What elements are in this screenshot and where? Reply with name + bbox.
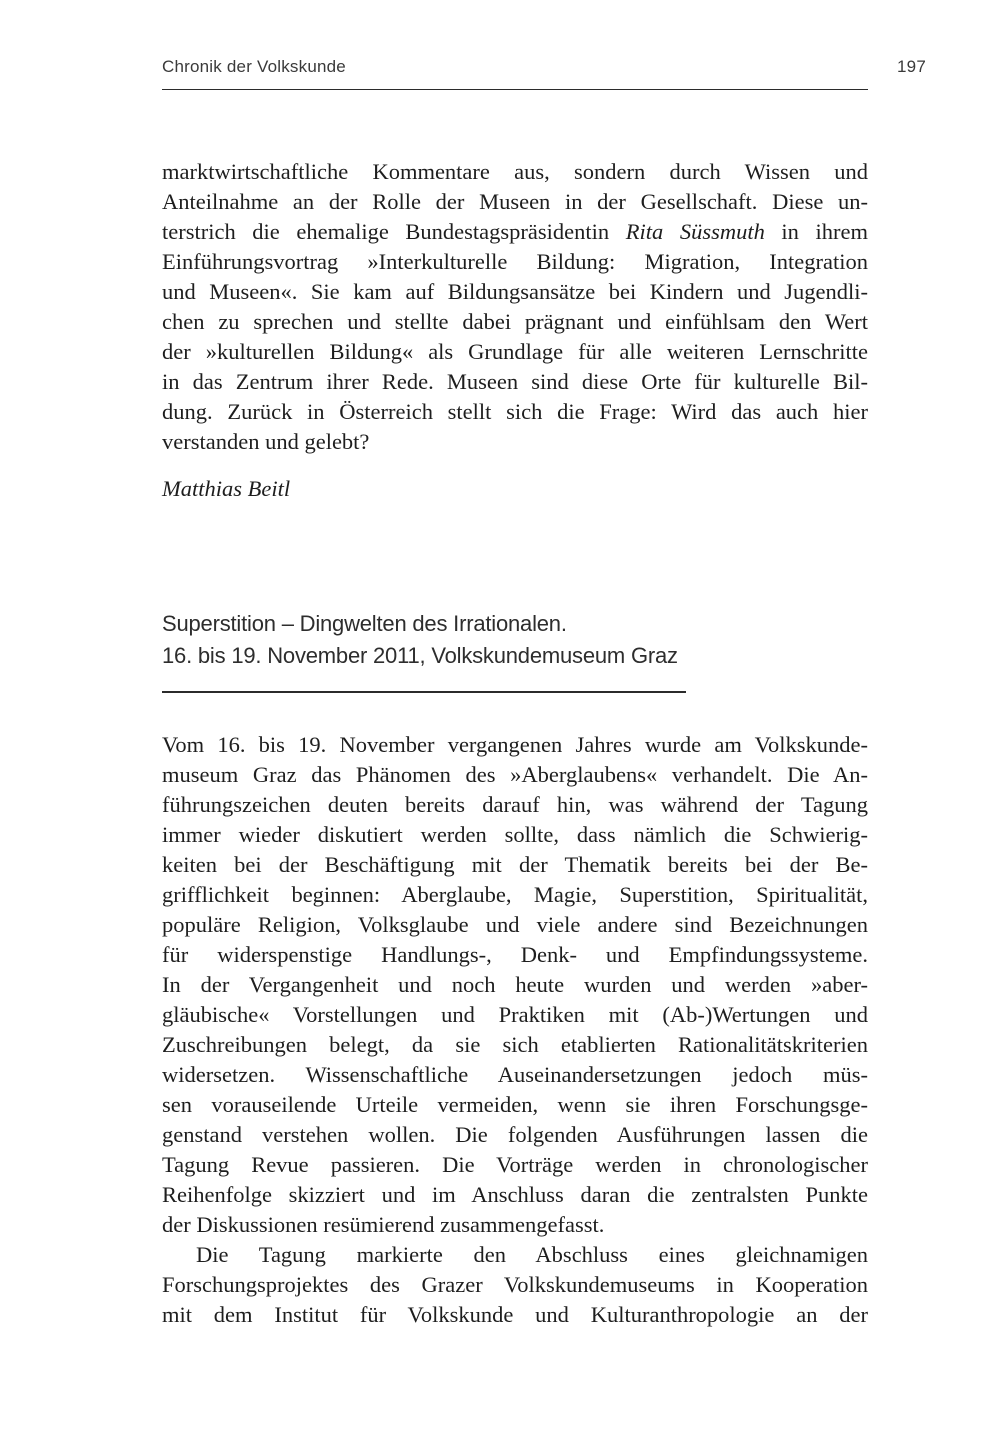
text-line: In der Vergangenheit und noch heute wurden und werden »aber- bbox=[162, 972, 868, 997]
text-line: Tagung Revue passieren. Die Vorträge werden in chronologischer bbox=[162, 1152, 868, 1177]
author-name: Matthias Beitl bbox=[162, 476, 291, 501]
text-line: verstanden und gelebt? bbox=[162, 429, 370, 454]
running-header bbox=[162, 56, 926, 78]
text-line: museum Graz das Phänomen des »Aberglaubens« verhandelt. Die An- bbox=[162, 762, 868, 787]
text-line: in das Zentrum ihrer Rede. Museen sind diese Orte für kulturelle Bil- bbox=[162, 369, 868, 394]
text-line: für widerspenstige Handlungs-, Denk- und Empfindungssysteme. bbox=[162, 942, 868, 967]
section-heading-line2: 16. bis 19. November 2011, Volkskundemuseum Graz bbox=[162, 643, 678, 668]
running-title: Chronik der Volkskunde bbox=[162, 57, 346, 76]
text-line: sen vorauseilende Urteile vermeiden, wenn sie ihren Forschungsge- bbox=[162, 1092, 868, 1117]
text-line: Anteilnahme an der Rolle der Museen in der Gesellschaft. Diese un- bbox=[162, 189, 868, 214]
header-rule bbox=[162, 89, 868, 90]
text-line: chen zu sprechen und stellte dabei prägnant und einfühlsam den Wert bbox=[162, 309, 868, 334]
text-line: der Diskussionen resümierend zusammengefasst. bbox=[162, 1212, 605, 1237]
text-line: widersetzen. Wissenschaftliche Auseinandersetzungen jedoch müs- bbox=[162, 1062, 868, 1087]
text-line: Die Tagung markierte den Abschluss eines gleichnamigen bbox=[196, 1242, 868, 1267]
section-heading bbox=[162, 608, 868, 672]
text-line: marktwirtschaftliche Kommentare aus, sondern durch Wissen und bbox=[162, 159, 868, 184]
text-segment: terstrich die ehemalige Bundestagspräsidentin bbox=[162, 219, 626, 244]
previous-article-paragraph bbox=[162, 157, 868, 457]
article-paragraph-2 bbox=[162, 1240, 868, 1330]
text-line: mit dem Institut für Volkskunde und Kulturanthropologie an der bbox=[162, 1302, 868, 1327]
text-line: dung. Zurück in Österreich stellt sich die Frage: Wird das auch hier bbox=[162, 399, 868, 424]
section-heading-line1: Superstition – Dingwelten des Irrationalen. bbox=[162, 611, 567, 636]
text-line: Forschungsprojektes des Grazer Volkskundemuseums in Kooperation bbox=[162, 1272, 868, 1297]
text-line bbox=[162, 217, 868, 247]
text-line: grifflichkeit beginnen: Aberglaube, Magie, Superstition, Spiritualität, bbox=[162, 882, 868, 907]
text-line: und Museen«. Sie kam auf Bildungsansätze bei Kindern und Jugendli- bbox=[162, 279, 868, 304]
text-line: immer wieder diskutiert werden sollte, dass nämlich die Schwierig- bbox=[162, 822, 868, 847]
text-line: der »kulturellen Bildung« als Grundlage für alle weiteren Lernschritte bbox=[162, 339, 868, 364]
heading-rule bbox=[162, 691, 686, 693]
text-line: genstand verstehen wollen. Die folgenden Ausführungen lassen die bbox=[162, 1122, 868, 1147]
text-line: führungszeichen deuten bereits darauf hin, was während der Tagung bbox=[162, 792, 868, 817]
italic-text-segment: Rita Süssmuth bbox=[625, 219, 765, 244]
text-line: gläubische« Vorstellungen und Praktiken mit (Ab-)Wertungen und bbox=[162, 1002, 868, 1027]
text-line: Reihenfolge skizziert und im Anschluss daran die zentralsten Punkte bbox=[162, 1182, 868, 1207]
text-line: Zuschreibungen belegt, da sie sich etablierten Rationalitätskriterien bbox=[162, 1032, 868, 1057]
text-line: Einführungsvortrag »Interkulturelle Bildung: Migration, Integration bbox=[162, 249, 868, 274]
text-line: populäre Religion, Volksglaube und viele andere sind Bezeichnungen bbox=[162, 912, 868, 937]
article-body bbox=[162, 730, 868, 1330]
text-line: Vom 16. bis 19. November vergangenen Jahres wurde am Volkskunde- bbox=[162, 732, 868, 757]
text-line: keiten bei der Beschäftigung mit der Thematik bereits bei der Be- bbox=[162, 852, 868, 877]
text-segment: in ihrem bbox=[764, 219, 869, 244]
article-paragraph-1 bbox=[162, 730, 868, 1240]
page-number: 197 bbox=[897, 57, 926, 76]
